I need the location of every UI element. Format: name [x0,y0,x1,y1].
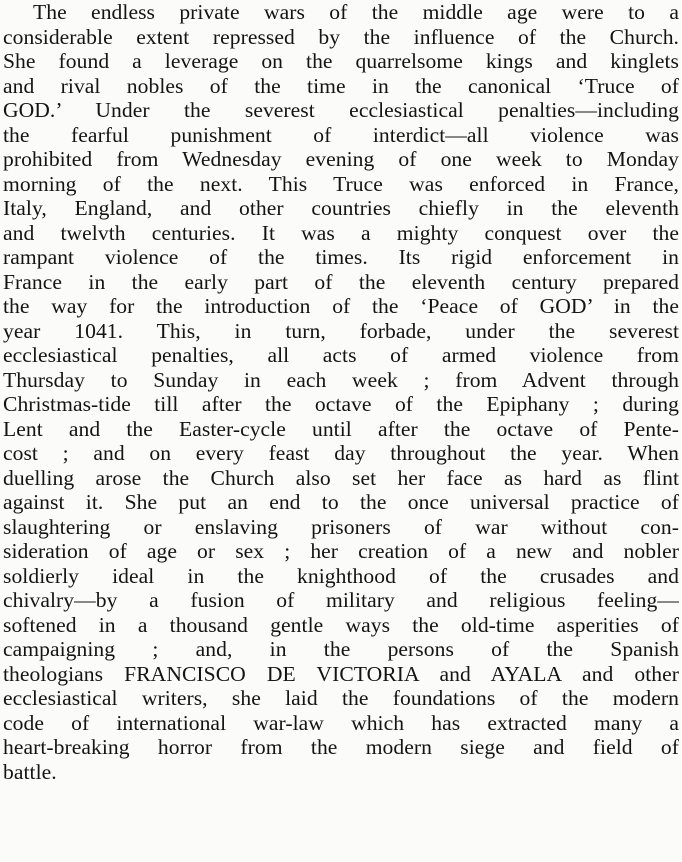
text-line: campaigning ; and, in the persons of the Spanish [3,637,679,661]
text-line: cost ; and on every feast day throughout the year. When [3,441,679,465]
text-line: and twelvth centuries. It was a mighty conquest over the [3,220,679,245]
text-line: soldierly ideal in the knighthood of the crusades and [3,563,679,588]
text-line: Thursday to Sunday in each week ; from Advent through [3,367,679,392]
text-line: against it. She put an end to the once universal practice of [3,490,679,514]
text-line: theologians FRANCISCO DE VICTORIA and AYALA and other [3,661,679,686]
text-line: Christmas-tide till after the octave of the Epiphany ; during [3,392,679,416]
text-line: rampant violence of the times. Its rigid enforcement in [3,245,679,269]
text-line: code of international war-law which has extracted many a [3,710,679,735]
text-line: softened in a thousand gentle ways the old-time asperities of [3,612,679,637]
text-line: prohibited from Wednesday evening of one week to Monday [3,147,679,171]
text-line: heart-breaking horror from the modern siege and field of [3,735,679,759]
text-line: France in the early part of the eleventh century prepared [3,269,679,294]
text-line: year 1041. This, in turn, forbade, under the severest [3,318,679,343]
text-line: slaughtering or enslaving prisoners of war without con- [3,514,679,539]
text-line: chivalry—by a fusion of military and religious feeling— [3,588,679,612]
text-line: duelling arose the Church also set her face as hard as flint [3,465,679,490]
text-line: ecclesiastical penalties, all acts of armed violence from [3,343,679,367]
text-line: Italy, England, and other countries chiefly in the eleventh [3,196,679,220]
text-line: considerable extent repressed by the influence of the Church. [3,24,679,49]
text-line: She found a leverage on the quarrelsome kings and kinglets [3,49,679,73]
text-line: battle. [3,759,57,784]
text-line: ecclesiastical writers, she laid the foundations of the modern [3,686,679,710]
text-line: Lent and the Easter-cycle until after the octave of Pente- [3,416,679,441]
text-line: and rival nobles of the time in the canonical ‘Truce of [3,73,679,98]
text-line: sideration of age or sex ; her creation of a new and nobler [3,539,679,563]
body-paragraph [3,0,679,784]
text-line: morning of the next. This Truce was enforced in France, [3,171,679,196]
text-line: GOD.’ Under the severest ecclesiastical penalties—including [3,98,679,122]
text-line: The endless private wars of the middle age were to a [33,0,679,24]
text-line: the way for the introduction of the ‘Peace of GOD’ in the [3,294,679,318]
text-line: the fearful punishment of interdict—all violence was [3,122,679,147]
